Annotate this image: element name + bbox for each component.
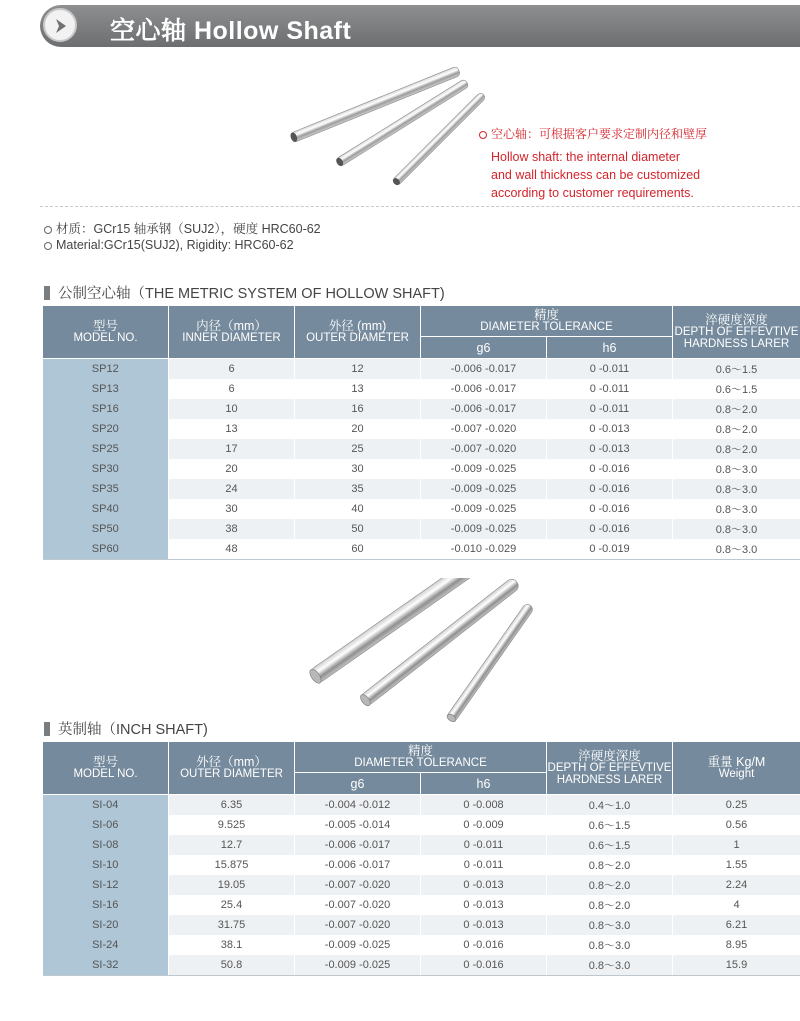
table-row <box>43 479 800 499</box>
table-cell: 40 <box>295 499 421 519</box>
table-cell: 48 <box>169 539 295 560</box>
material-cn <box>44 219 321 237</box>
table-cell: 38.1 <box>169 935 295 955</box>
table-cell: 31.75 <box>169 915 295 935</box>
metric-table-body <box>43 359 800 560</box>
table-cell: -0.007 -0.020 <box>295 875 421 895</box>
h-weight-en: Weight <box>718 768 755 780</box>
table-cell: -0.007 -0.020 <box>421 439 547 459</box>
metric-section-title <box>44 282 445 303</box>
table-cell: -0.009 -0.025 <box>295 935 421 955</box>
table-row <box>43 935 800 955</box>
col-model <box>43 742 169 795</box>
table-cell: -0.006 -0.017 <box>421 399 547 419</box>
table-cell: 0 -0.016 <box>547 519 673 539</box>
table-cell: 50.8 <box>169 955 295 976</box>
table-cell: -0.007 -0.020 <box>295 915 421 935</box>
table-cell: 0.6～1.5 <box>673 379 800 399</box>
table-cell: 10 <box>169 399 295 419</box>
table-cell: 0.6～1.5 <box>547 835 673 855</box>
table-cell: SP35 <box>43 479 169 499</box>
table-cell: SI-32 <box>43 955 169 976</box>
hollow-shaft-image <box>280 60 510 200</box>
note-en-3: according to customer requirements. <box>491 186 694 200</box>
col-depth <box>673 306 800 359</box>
h-model-cn: 型号 <box>92 319 118 333</box>
h-inner-en: INNER DIAMETER <box>182 332 281 344</box>
h-model-en: MODEL NO. <box>73 332 138 344</box>
col-tolerance <box>295 742 547 773</box>
section-bar-icon <box>44 286 50 300</box>
table-cell: 0 -0.013 <box>421 915 547 935</box>
table-cell: 25.4 <box>169 895 295 915</box>
table-cell: SP60 <box>43 539 169 560</box>
table-cell: 12 <box>295 359 421 380</box>
table-cell: 15.9 <box>673 955 800 976</box>
metric-title-text: 公制空心轴（THE METRIC SYSTEM OF HOLLOW SHAFT) <box>58 286 445 302</box>
table-cell: 0.8～2.0 <box>547 875 673 895</box>
col-weight <box>673 742 800 795</box>
table-cell: SI-04 <box>43 795 169 816</box>
h-weight-cn: 重量 Kg/M <box>707 755 766 769</box>
table-cell: 0.8～2.0 <box>673 419 800 439</box>
table-cell: 0 -0.016 <box>547 459 673 479</box>
table-cell: 4 <box>673 895 800 915</box>
table-cell: 17 <box>169 439 295 459</box>
col-g6: g6 <box>421 337 547 359</box>
table-cell: -0.009 -0.025 <box>421 459 547 479</box>
h-outer-cn: 外径（mm） <box>196 755 267 769</box>
col-outer <box>169 742 295 795</box>
table-cell: SI-24 <box>43 935 169 955</box>
table-cell: 0.8～3.0 <box>673 499 800 519</box>
table-cell: 20 <box>295 419 421 439</box>
table-cell: SP12 <box>43 359 169 380</box>
table-cell: 6 <box>169 359 295 380</box>
table-row <box>43 795 800 816</box>
col-model <box>43 306 169 359</box>
bullet-icon <box>44 226 52 234</box>
table-cell: 20 <box>169 459 295 479</box>
table-cell: 0 -0.011 <box>421 855 547 875</box>
table-cell: -0.004 -0.012 <box>295 795 421 816</box>
table-cell: 0 -0.011 <box>547 359 673 380</box>
table-cell: 0.56 <box>673 815 800 835</box>
table-row <box>43 499 800 519</box>
h-depth-en1: DEPTH OF EFFEVTIVE <box>674 326 799 338</box>
table-cell: -0.006 -0.017 <box>421 359 547 380</box>
table-cell: 0 -0.008 <box>421 795 547 816</box>
table-row <box>43 359 800 380</box>
bullet-icon <box>44 242 52 250</box>
table-cell: 1.55 <box>673 855 800 875</box>
table-row <box>43 915 800 935</box>
table-cell: SP20 <box>43 419 169 439</box>
table-cell: SI-10 <box>43 855 169 875</box>
table-cell: -0.007 -0.020 <box>295 895 421 915</box>
h-depth-cn: 淬硬度深度 <box>705 313 768 327</box>
table-cell: 0 -0.013 <box>421 875 547 895</box>
inch-title-text: 英制轴（INCH SHAFT) <box>58 722 208 738</box>
page-title: 空心轴 Hollow Shaft <box>110 17 352 45</box>
col-g6: g6 <box>295 773 421 795</box>
table-cell: 0 -0.013 <box>421 895 547 915</box>
table-cell: 6.21 <box>673 915 800 935</box>
table-cell: 0.4～1.0 <box>547 795 673 816</box>
h-tol-en: DIAMETER TOLERANCE <box>354 757 487 769</box>
col-outer <box>295 306 421 359</box>
inch-table <box>42 741 800 976</box>
table-cell: -0.005 -0.014 <box>295 815 421 835</box>
table-row <box>43 895 800 915</box>
table-cell: -0.006 -0.017 <box>295 835 421 855</box>
table-cell: 0.8～3.0 <box>673 539 800 560</box>
table-cell: 8.95 <box>673 935 800 955</box>
table-cell: 0.25 <box>673 795 800 816</box>
table-cell: 0 -0.013 <box>547 439 673 459</box>
table-cell: SI-08 <box>43 835 169 855</box>
table-cell: 30 <box>295 459 421 479</box>
table-cell: 12.7 <box>169 835 295 855</box>
table-cell: 0 -0.011 <box>547 399 673 419</box>
note-en-1: Hollow shaft: the internal diameter <box>491 150 680 164</box>
table-cell: -0.009 -0.025 <box>295 955 421 976</box>
table-cell: 0 -0.016 <box>547 479 673 499</box>
table-cell: SP40 <box>43 499 169 519</box>
table-cell: 0 -0.016 <box>421 955 547 976</box>
table-row <box>43 519 800 539</box>
table-cell: SI-06 <box>43 815 169 835</box>
table-cell: 0.8～2.0 <box>673 399 800 419</box>
table-cell: 0.8～3.0 <box>547 955 673 976</box>
table-cell: 0.6～1.5 <box>673 359 800 380</box>
table-row <box>43 875 800 895</box>
section-bar-icon <box>44 722 50 736</box>
table-cell: -0.009 -0.025 <box>421 499 547 519</box>
h-model-en: MODEL NO. <box>73 768 138 780</box>
table-cell: 6 <box>169 379 295 399</box>
table-cell: 0 -0.013 <box>547 419 673 439</box>
header-banner <box>40 5 800 47</box>
table-cell: 35 <box>295 479 421 499</box>
table-cell: 16 <box>295 399 421 419</box>
h-depth-en2: HARDNESS LARER <box>683 338 790 350</box>
table-cell: 25 <box>295 439 421 459</box>
table-cell: 13 <box>169 419 295 439</box>
table-cell: 0.8～2.0 <box>547 895 673 915</box>
material-en-text: Material:GCr15(SUJ2), Rigidity: HRC60-62 <box>56 238 294 252</box>
table-row <box>43 539 800 560</box>
table-cell: 0.8～2.0 <box>673 439 800 459</box>
table-cell: 24 <box>169 479 295 499</box>
table-cell: 6.35 <box>169 795 295 816</box>
table-cell: -0.006 -0.017 <box>295 855 421 875</box>
h-outer-en: OUTER DIAMETER <box>306 332 409 344</box>
table-cell: SI-16 <box>43 895 169 915</box>
table-row <box>43 459 800 479</box>
table-cell: SP30 <box>43 459 169 479</box>
table-cell: 0.8～3.0 <box>673 519 800 539</box>
arrow-right-icon <box>43 8 77 42</box>
table-cell: SP25 <box>43 439 169 459</box>
col-depth <box>547 742 673 795</box>
table-cell: 0.8～2.0 <box>547 855 673 875</box>
h-inner-cn: 内径（mm） <box>196 319 267 333</box>
table-cell: 13 <box>295 379 421 399</box>
table-cell: 50 <box>295 519 421 539</box>
table-row <box>43 399 800 419</box>
table-cell: -0.010 -0.029 <box>421 539 547 560</box>
table-cell: -0.009 -0.025 <box>421 479 547 499</box>
h-tol-cn: 精度 <box>407 744 433 758</box>
table-cell: SI-20 <box>43 915 169 935</box>
divider <box>40 206 800 207</box>
h-outer-en: OUTER DIAMETER <box>180 768 283 780</box>
col-inner <box>169 306 295 359</box>
table-row <box>43 439 800 459</box>
col-h6: h6 <box>547 337 673 359</box>
inch-section-title <box>44 718 208 739</box>
table-row <box>43 815 800 835</box>
table-cell: 60 <box>295 539 421 560</box>
table-row <box>43 419 800 439</box>
h-depth-cn: 淬硬度深度 <box>578 749 641 763</box>
table-cell: 1 <box>673 835 800 855</box>
metric-table <box>42 305 800 560</box>
table-row <box>43 835 800 855</box>
table-cell: 15.875 <box>169 855 295 875</box>
h-outer-cn: 外径 (mm) <box>328 319 387 333</box>
table-cell: SP50 <box>43 519 169 539</box>
table-row <box>43 855 800 875</box>
table-cell: 0 -0.016 <box>421 935 547 955</box>
table-cell: 0 -0.011 <box>421 835 547 855</box>
h-depth-en2: HARDNESS LARER <box>556 774 663 786</box>
table-cell: 19.05 <box>169 875 295 895</box>
table-cell: 38 <box>169 519 295 539</box>
table-cell: 0 -0.019 <box>547 539 673 560</box>
table-cell: SI-12 <box>43 875 169 895</box>
table-cell: 9.525 <box>169 815 295 835</box>
h-tol-en: DIAMETER TOLERANCE <box>480 321 613 333</box>
inch-shaft-image <box>295 578 555 728</box>
col-h6: h6 <box>421 773 547 795</box>
h-model-cn: 型号 <box>92 755 118 769</box>
table-cell: 30 <box>169 499 295 519</box>
table-cell: 0 -0.016 <box>547 499 673 519</box>
table-row <box>43 379 800 399</box>
note-cn: 空心轴：可根据客户要求定制内径和壁厚 <box>491 127 708 141</box>
table-cell: 0.8～3.0 <box>547 915 673 935</box>
table-cell: -0.006 -0.017 <box>421 379 547 399</box>
material-cn-text: 材质：GCr15 轴承钢（SUJ2），硬度 HRC60-62 <box>56 222 321 236</box>
inch-table-body <box>43 795 800 976</box>
table-cell: 0.6～1.5 <box>547 815 673 835</box>
h-tol-cn: 精度 <box>533 308 559 322</box>
table-cell: 0.8～3.0 <box>673 459 800 479</box>
table-cell: 0.8～3.0 <box>547 935 673 955</box>
h-depth-en1: DEPTH OF EFFEVTIVE <box>547 762 672 774</box>
table-row <box>43 955 800 976</box>
table-cell: SP13 <box>43 379 169 399</box>
bullet-icon <box>479 131 487 139</box>
table-cell: -0.007 -0.020 <box>421 419 547 439</box>
table-cell: 0 -0.011 <box>547 379 673 399</box>
table-cell: 0 -0.009 <box>421 815 547 835</box>
col-tolerance <box>421 306 673 337</box>
table-cell: 2.24 <box>673 875 800 895</box>
customization-note <box>479 125 799 202</box>
material-en <box>44 238 294 252</box>
table-cell: -0.009 -0.025 <box>421 519 547 539</box>
table-cell: SP16 <box>43 399 169 419</box>
note-en-2: and wall thickness can be customized <box>491 168 701 182</box>
table-cell: 0.8～3.0 <box>673 479 800 499</box>
